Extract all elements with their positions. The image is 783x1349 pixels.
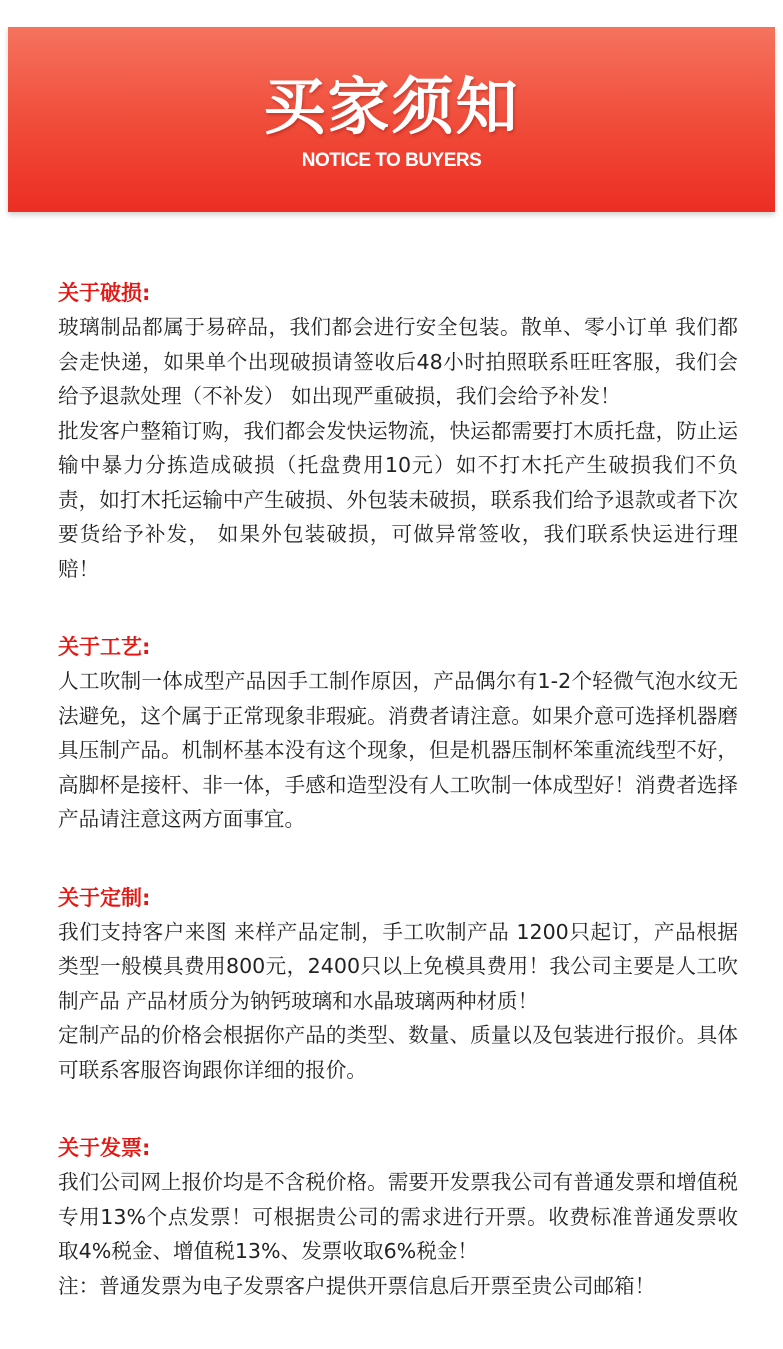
page-title: 买家须知 [263,70,520,143]
section-title-damage: 关于破损: [58,281,151,305]
section-title-invoice: 关于发票: [58,1136,151,1160]
notice-content [58,276,738,1303]
invoice-paragraph-2: 注：普通发票为电子发票客户提供开票信息后开票至贵公司邮箱！ [58,1273,656,1298]
craft-paragraph-1: 人工吹制一体成型产品因手工制作原因，产品偶尔有1-2个轻微气泡水纹无法避免，这个属于正常现象非瑕疵。消费者请注意。如果介意可选择机器磨具压制产品。机制杯基本没有这个现象，但是机器压制杯笨重流线型不好，高脚杯是接杆、非一体，手感和造型没有人工吹制一体成型好！消费者选择产品请注意这两方面事宜。 [58,669,738,831]
damage-paragraph-1: 玻璃制品都属于易碎品，我们都会进行安全包装。散单、零小订单 我们都会走快递，如果单个出现破损请签收后48小时拍照联系旺旺客服，我们会给予退款处理（不补发） 如出现严重破损，我们会给予补发！ [58,315,738,408]
page-subtitle: NOTICE TO BUYERS [301,150,482,171]
section-title-craft: 关于工艺: [58,635,151,659]
customization-paragraph-1: 我们支持客户来图 来样产品定制，手工吹制产品 1200只起订，产品根据类型一般模具费用800元，2400只以上免模具费用！我公司主要是人工吹制产品 产品材质分为钠钙玻璃和水晶玻璃两种材质！ [58,919,738,1013]
damage-paragraph-2: 批发客户整箱订购，我们都会发快运物流，快运都需要打木质托盘，防止运输中暴力分拣造成破损（托盘费用10元）如不打木托产生破损我们不负责，如打木托运输中产生破损、外包装未破损，联系我们给予退款或者下次要货给予补发， 如果外包装破损，可做异常签收，我们联系快运进行理赔！ [58,418,738,581]
section-invoice [58,1131,738,1303]
section-customization [58,881,738,1088]
invoice-paragraph-1: 我们公司网上报价均是不含税价格。需要开发票我公司有普通发票和增值税专用13%个点发票！可根据贵公司的需求进行开票。收费标准普通发票收取4%税金、增值税13%、发票收取6%税金！ [58,1170,738,1263]
customization-paragraph-2: 定制产品的价格会根据你产品的类型、数量、质量以及包装进行报价。具体可联系客服咨询跟你详细的报价。 [58,1023,738,1082]
section-damage [58,276,738,586]
section-title-customization: 关于定制: [58,885,151,910]
section-craft [58,630,738,837]
header-banner [8,27,775,212]
